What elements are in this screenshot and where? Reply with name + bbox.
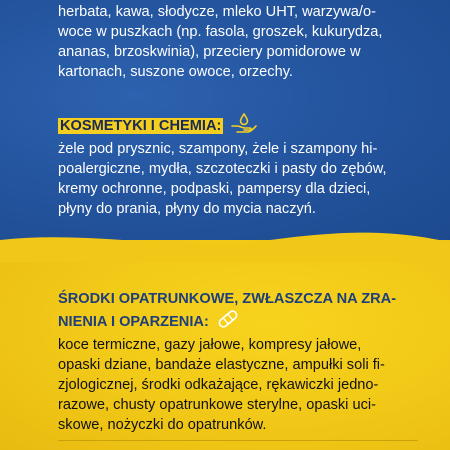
text-line: kartonach, suszone owoce, orzechy. (58, 64, 293, 80)
text-line: woce w puszkach (np. fasola, groszek, kukurydza, (58, 24, 383, 40)
dressings-heading-line: ŚRODKI OPATRUNKOWE, ZWŁASZCZA NA ZRA- (58, 291, 397, 307)
text-line: koce termiczne, gazy jałowe, kompresy jałowe, (58, 337, 362, 353)
text-line: razowe, chusty opatrunkowe sterylne, opaski uci- (58, 397, 376, 413)
dressings-heading-row (58, 309, 420, 335)
flag-wave-divider (0, 222, 450, 262)
bandage-icon (217, 309, 239, 335)
cosmetics-heading: KOSMETYKI I CHEMIA: (60, 118, 222, 134)
text-line: kremy ochronne, podpaski, pampersy dla dzieci, (58, 181, 371, 197)
text-line: ananas, brzoskwinia), przeciery pomidorowe w (58, 44, 361, 60)
text-line: płyny do prania, płyny do mycia naczyń. (58, 201, 316, 217)
text-line: skowe, nożyczki do opatrunków. (58, 417, 267, 433)
divider (58, 440, 418, 441)
text-line: żele pod prysznic, szampony, żele i szampony hi- (58, 141, 378, 157)
text-line: opaski dziane, bandaże elastyczne, ampułki soli fi- (58, 357, 385, 373)
dressings-heading: NIENIA I OPARZENIA: (58, 314, 209, 330)
dressings-section (58, 289, 420, 435)
text-line: zjologicznej, środki odkażające, rękawiczki jedno- (58, 377, 379, 393)
text-line: poalergiczne, mydła, szczoteczki i pasty do zębów, (58, 161, 387, 177)
hand-water-drop-icon (231, 113, 257, 139)
cosmetics-heading-row (58, 113, 420, 139)
cosmetics-section (58, 113, 420, 219)
food-list-text (58, 2, 420, 82)
text-line: herbata, kawa, słodycze, mleko UHT, warzywa/o- (58, 4, 376, 20)
